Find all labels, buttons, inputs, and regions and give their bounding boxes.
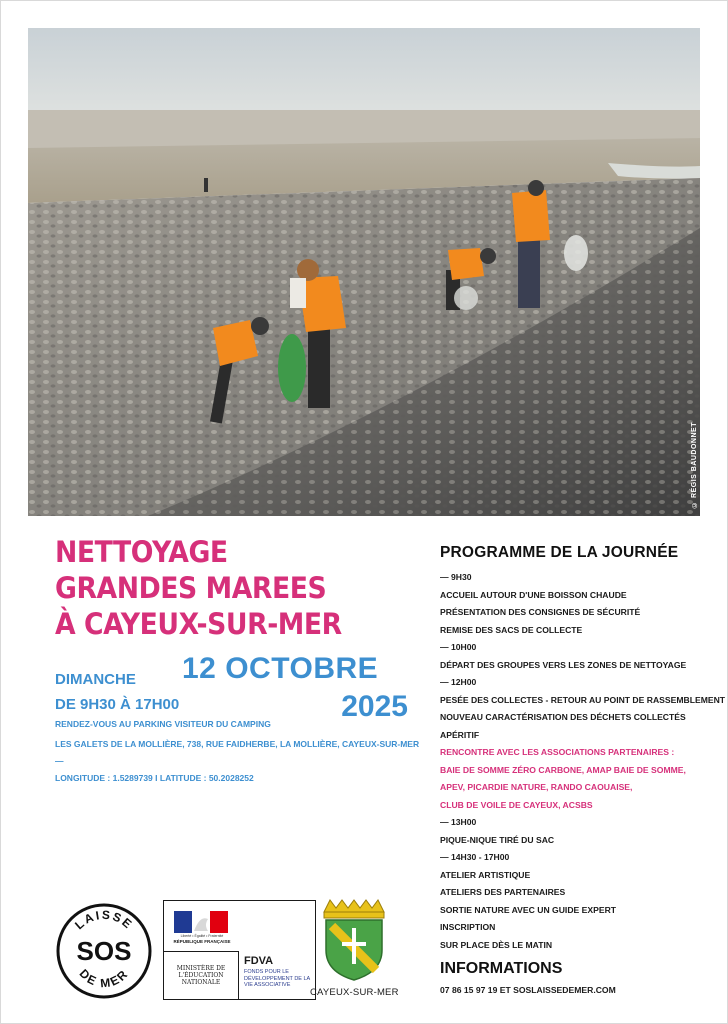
programme-item: — 10H00 <box>440 642 477 652</box>
fdva-label: FDVA <box>244 955 274 967</box>
ministry-fdva-logo <box>163 900 316 1000</box>
sos-logo-top: LAISSE <box>72 907 136 933</box>
programme-item: ACCUEIL AUTOUR D'UNE BOISSON CHAUDE <box>440 589 627 600</box>
republic-motto: Liberté • Égalité • Fraternité <box>180 934 224 938</box>
sos-laisse-de-mer-logo <box>55 902 153 1000</box>
ministry-name: MINISTÈRE DE L'ÉDUCATION NATIONALE <box>176 965 226 986</box>
photo-credit: © RÉGIS BAUDONNET <box>691 422 698 508</box>
programme-list <box>440 569 726 954</box>
event-title <box>55 534 342 642</box>
title-line: GRANDES MAREES <box>55 571 327 605</box>
sos-logo-bottom: DE MER <box>76 966 132 991</box>
event-day: DIMANCHE <box>55 671 136 688</box>
programme-item: — 13H00 <box>440 817 477 827</box>
programme-item: NOUVEAU CARACTÉRISATION DES DÉCHETS COLLECTÉS <box>440 712 686 722</box>
cayeux-crest-icon <box>318 898 390 982</box>
programme-item: INSCRIPTION <box>440 922 496 932</box>
contact-info: 07 86 15 97 19 ET SOSLAISSEDEMER.COM <box>440 985 616 995</box>
beach-cleanup-photo <box>28 28 700 516</box>
event-date: 12 OCTOBRE <box>182 652 379 685</box>
coordinates: LONGITUDE : 1.5289739 I LATITUDE : 50.2028252 <box>55 773 254 783</box>
event-year: 2025 <box>341 690 408 723</box>
town-name: CAYEUX-SUR-MER <box>310 987 399 998</box>
title-line: À CAYEUX-SUR-MER <box>55 607 342 641</box>
programme-item: SUR PLACE DÈS LE MATIN <box>440 939 553 950</box>
programme-item: PESÉE DES COLLECTES - RETOUR AU POINT DE RASSEMBLEMENT <box>440 694 726 705</box>
programme-item: REMISE DES SACS DE COLLECTE <box>440 624 583 635</box>
sos-logo-middle: SOS <box>76 936 132 966</box>
meeting-point: RENDEZ-VOUS AU PARKING VISITEUR DU CAMPING <box>55 719 271 729</box>
programme-item: APÉRITIF <box>440 729 480 740</box>
divider <box>238 951 239 1000</box>
programme-item: PIQUE-NIQUE TIRÉ DU SAC <box>440 834 555 845</box>
programme-item: CLUB DE VOILE DE CAYEUX, ACSBS <box>440 799 593 810</box>
programme-item: ATELIER ARTISTIQUE <box>440 869 531 880</box>
programme-item: PRÉSENTATION DES CONSIGNES DE SÉCURITÉ <box>440 607 641 617</box>
event-hours: DE 9H30 À 17H00 <box>55 696 180 713</box>
divider <box>164 951 238 952</box>
programme-item: RENCONTRE AVEC LES ASSOCIATIONS PARTENAIRES : <box>440 747 675 757</box>
programme-title: PROGRAMME DE LA JOURNÉE <box>440 544 679 561</box>
informations-title: INFORMATIONS <box>440 960 563 977</box>
programme-item: APEV, PICARDIE NATURE, RANDO CAOUAISE, <box>440 782 633 792</box>
programme-item: DÉPART DES GROUPES VERS LES ZONES DE NETTOYAGE <box>440 659 687 670</box>
programme-item: — 9H30 <box>440 572 472 582</box>
programme-item: — 14H30 - 17H00 <box>440 852 510 862</box>
address: LES GALETS DE LA MOLLIÈRE, 738, RUE FAIDHERBE, LA MOLLIÈRE, CAYEUX-SUR-MER <box>55 739 420 749</box>
republic-name: RÉPUBLIQUE FRANÇAISE <box>173 939 231 944</box>
fdva-subtitle: FONDS POUR LE DÉVELOPPEMENT DE LA VIE ASSOCIATIVE <box>244 969 310 988</box>
programme-item: ATELIERS DES PARTENAIRES <box>440 887 566 897</box>
title-line: NETTOYAGE <box>55 535 228 569</box>
programme-item: SORTIE NATURE AVEC UN GUIDE EXPERT <box>440 904 617 915</box>
programme-item: — 12H00 <box>440 677 477 687</box>
marianne-flag-icon <box>174 911 228 933</box>
programme-item: BAIE DE SOMME ZÉRO CARBONE, AMAP BAIE DE SOMME, <box>440 764 686 775</box>
separator: — <box>55 756 64 766</box>
